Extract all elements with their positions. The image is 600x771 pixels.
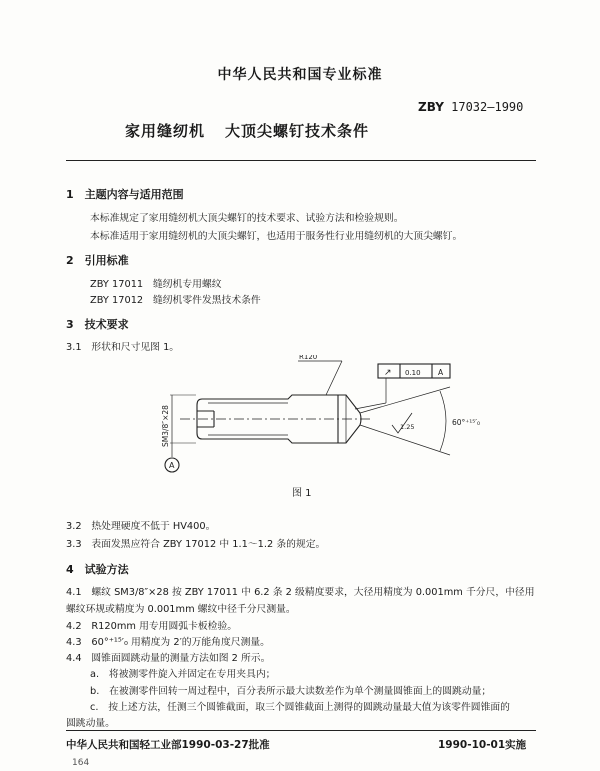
clause-3-3: 3.3 表面发黑应符合 ZBY 17012 中 1.1～1.2 条的规定。 (66, 539, 326, 550)
title-part1: 家用缝纫机 (125, 122, 206, 140)
clause-4-1-line-2: 螺纹环规或精度为 0.001mm 螺纹中径千分尺测量。 (66, 604, 296, 615)
radius-label: R120 (299, 355, 318, 361)
thread-label: SM3/8″×28 (161, 405, 170, 447)
clause-4-2: 4.2 R120mm 用专用圆弧卡板检验。 (66, 621, 238, 632)
title-part2: 大顶尖螺钉技术条件 (225, 122, 370, 140)
section-4-heading: 4 试验方法 (66, 563, 129, 576)
datum-circle-label: A (169, 461, 175, 470)
clause-4-4-c-line-1: c. 按上述方法，任测三个圆锥截面，取三个圆锥截面上测得的圆跳动量最大值为该零件圆锥面的 (90, 702, 510, 713)
issued-date: 中华人民共和国轻工业部1990-03-27批准 (66, 739, 270, 751)
figure-1-caption: 图 1 (292, 488, 312, 499)
section-1-heading: 1 主题内容与适用范围 (66, 188, 184, 201)
clause-4-3: 4.3 60°⁺¹⁵′₀ 用精度为 2′的万能角度尺测量。 (66, 637, 270, 648)
footer-divider (66, 730, 536, 731)
standard-header: 中华人民共和国专业标准 (217, 67, 383, 83)
document-title (125, 120, 369, 141)
clause-4-4-b: b. 在被测零件回转一周过程中，百分表所示最大读数差作为单个测量圆锥面上的圆跳动量； (90, 686, 492, 697)
clause-3-2: 3.2 热处理硬度不低于 HV400。 (66, 521, 216, 532)
section-1-para-1: 本标准规定了家用缝纫机大顶尖螺钉的技术要求、试验方法和检验规则。 (90, 213, 404, 224)
standard-code-prefix: ZBY (418, 100, 444, 114)
page-number: 164 (72, 758, 90, 768)
figure-1-drawing (150, 355, 480, 480)
reference-1: ZBY 17011 缝纫机专用螺纹 (90, 279, 222, 290)
standard-code-number: 17032—1990 (451, 100, 524, 114)
section-1-para-2: 本标准适用于家用缝纫机的大顶尖螺钉，也适用于服务性行业用缝纫机的大顶尖螺钉。 (90, 231, 463, 242)
tolerance-value: 0.10 (405, 369, 421, 377)
section-3-heading: 3 技术要求 (66, 318, 129, 331)
clause-4-4: 4.4 圆锥面圆跳动量的测量方法如图 2 所示。 (66, 653, 271, 664)
clause-4-4-a: a. 将被测零件旋入并固定在专用夹具内； (90, 669, 276, 680)
tolerance-symbol-icon: ↗ (384, 368, 392, 378)
angle-label: 60°⁺¹⁵′₀ (452, 418, 480, 427)
reference-2: ZBY 17012 缝纫机零件发黑技术条件 (90, 295, 261, 306)
effective-date: 1990-10-01实施 (438, 739, 527, 751)
section-2-heading: 2 引用标准 (66, 254, 129, 267)
tolerance-datum: A (438, 368, 444, 377)
standard-code (418, 100, 523, 114)
clause-4-1-line-1: 4.1 螺纹 SM3/8″×28 按 ZBY 17011 中 6.2 条 2 级精度要求，大径用精度为 0.001mm 千分尺，中径用 (66, 587, 535, 598)
roughness-label: 1.25 (400, 423, 415, 431)
header-divider (66, 160, 536, 161)
clause-4-4-c-line-2: 圆跳动量。 (66, 718, 115, 729)
clause-3-1: 3.1 形状和尺寸见图 1。 (66, 342, 180, 353)
